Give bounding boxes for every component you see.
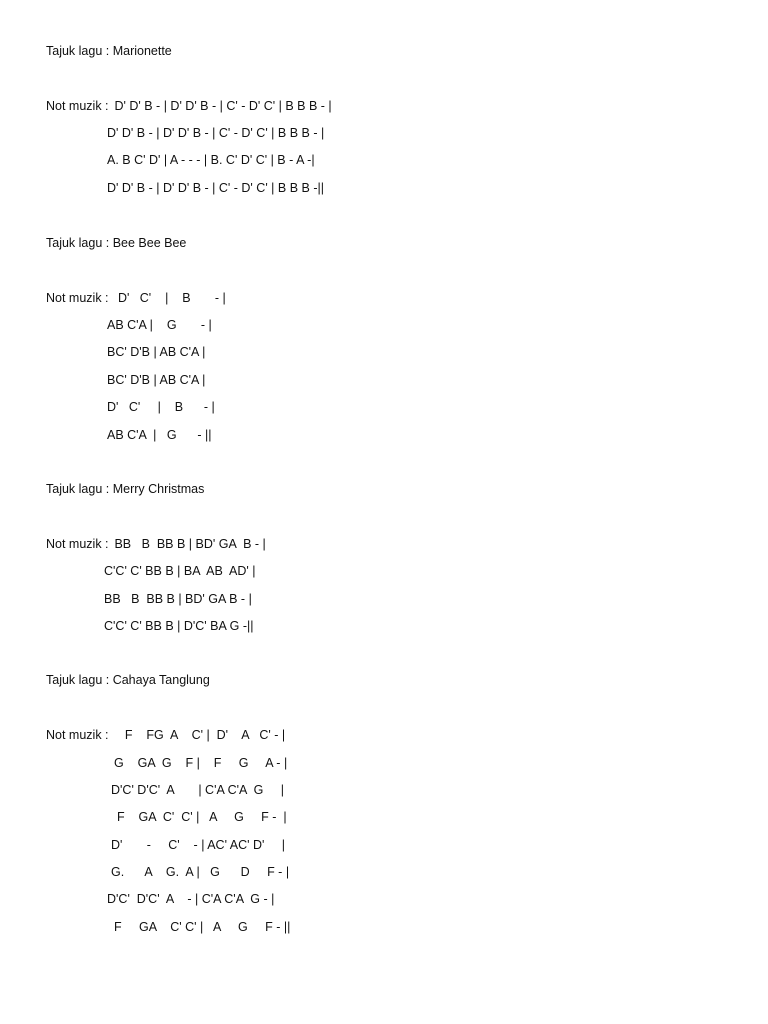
- note-line: AB C'A | G - |: [107, 318, 212, 332]
- note-line: C'C' C' BB B | BA AB AD' |: [104, 564, 256, 578]
- note-line: F GA C' C' | A G F - ||: [114, 920, 291, 934]
- song-title-cahaya-tanglung: Tajuk lagu : Cahaya Tanglung: [46, 673, 210, 687]
- note-line: G. A G. A | G D F - |: [111, 865, 290, 879]
- song-title-merry-christmas: Tajuk lagu : Merry Christmas: [46, 482, 205, 496]
- notes-label: Not muzik :: [46, 537, 109, 551]
- notes-label: Not muzik :: [46, 728, 109, 742]
- note-line: D' D' B - | D' D' B - | C' - D' C' | B B B -||: [107, 181, 324, 195]
- note-line: AB C'A | G - ||: [107, 428, 212, 442]
- notes-label: Not muzik :: [46, 291, 109, 305]
- note-line: D' C' | B - |: [107, 400, 215, 414]
- note-line: D' C' | B - |: [111, 291, 226, 305]
- note-line: D'C' D'C' A - | C'A C'A G - |: [107, 892, 275, 906]
- note-line: A. B C' D' | A - - - | B. C' D' C' | B - A -|: [107, 153, 315, 167]
- song-title-bee-bee-bee: Tajuk lagu : Bee Bee Bee: [46, 236, 187, 250]
- note-line: D' D' B - | D' D' B - | C' - D' C' | B B B - |: [111, 99, 332, 113]
- note-line: F FG A C' | D' A C' - |: [111, 728, 286, 742]
- note-line: BC' D'B | AB C'A |: [107, 373, 206, 387]
- note-line: BB B BB B | BD' GA B - |: [104, 592, 252, 606]
- song-title-marionette: Tajuk lagu : Marionette: [46, 44, 172, 58]
- note-line: BB B BB B | BD' GA B - |: [111, 537, 266, 551]
- note-line: F GA C' C' | A G F - |: [117, 810, 287, 824]
- note-line: BC' D'B | AB C'A |: [107, 345, 206, 359]
- note-line: D' - C' - | AC' AC' D' |: [111, 838, 286, 852]
- note-line: D' D' B - | D' D' B - | C' - D' C' | B B B - |: [107, 126, 325, 140]
- note-line: D'C' D'C' A | C'A C'A G |: [111, 783, 284, 797]
- note-line: C'C' C' BB B | D'C' BA G -||: [104, 619, 254, 633]
- note-line: G GA G F | F G A - |: [114, 756, 288, 770]
- notes-label: Not muzik :: [46, 99, 109, 113]
